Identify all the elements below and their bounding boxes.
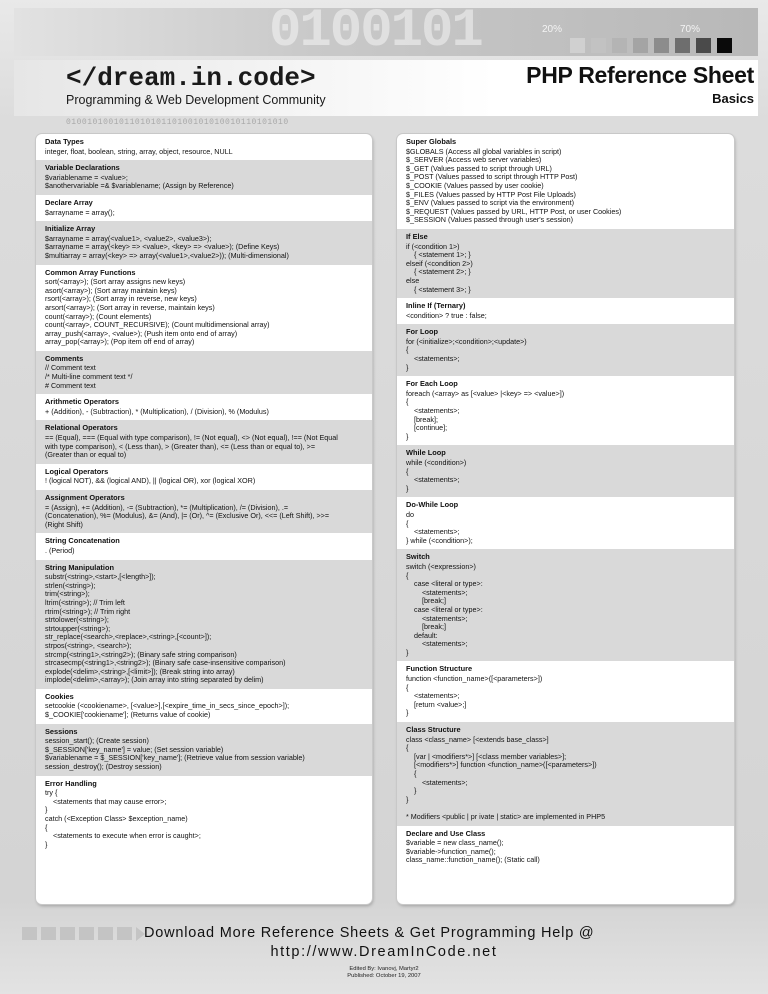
section-line: trim(<string>); [45,589,90,599]
footer-block [41,927,56,940]
footer-block [79,927,94,940]
section-heading: Cookies [45,691,74,701]
section-heading: Error Handling [45,778,97,788]
section-line: ltrim(<string>); // Trim left [45,597,125,607]
section-line: if (<condition 1>) [406,241,460,251]
section-line: strtoupper(<string>); [45,623,111,633]
reference-section [36,724,372,776]
section-line: default: [406,630,438,640]
right-column [397,134,734,904]
section-line: == (Equal), === (Equal with type comparison), != (Not equal), <> (Not equal), !== (Not Equal [45,433,338,443]
section-line: strtolower(<string>); [45,615,109,625]
edited-by: Edited By: Ivanovj, Martyr2 [349,966,419,972]
section-line: } [406,362,409,372]
section-line: while (<condition>) [406,458,467,467]
site-tagline: Programming & Web Development Community [66,93,326,107]
reference-section [36,134,372,160]
reference-section [397,826,734,869]
section-heading: Common Array Functions [45,267,136,277]
section-line: $_SESSION['key_name'] = value; (Set session variable) [45,744,224,754]
section-line: { [406,570,409,580]
section-line: } [406,431,409,441]
reference-section [397,376,734,445]
section-line: $_COOKIE (Values passed by user cookie) [406,180,544,190]
section-line: sort(<array>); (Sort array assigns new keys) [45,277,186,287]
section-line: <statements>; [406,406,460,416]
section-line: { [406,345,409,355]
reference-section [36,464,372,490]
section-line: switch (<expression>) [406,561,476,571]
section-line: } [406,483,409,493]
section-line: (Greater than or equal to) [45,450,127,460]
gradient-square [570,38,585,53]
footer-credits [0,966,768,980]
section-line: ! (logical NOT), && (logical AND), || (logical OR), xor (logical XOR) [45,476,256,486]
section-line: <statements>; [406,587,468,597]
section-line: } [406,794,409,804]
section-line: $_FILES (Values passed by HTTP Post File Uploads) [406,189,576,199]
section-line: (Concatenation), %= (Modulus), &= (And), |= (Or), ^= (Exclusive Or), <<= (Left Shift), >>= [45,511,330,521]
section-line: $GLOBALS (Access all global variables in script) [406,146,562,156]
section-line: } [406,708,409,718]
section-line: count(<array>); (Count elements) [45,311,152,321]
gradient-squares [570,38,732,53]
section-line: <statements to execute when error is caught>; [45,831,201,841]
section-line: <statements>; [406,354,460,364]
reference-section [397,549,734,661]
section-line: [break]; [406,414,438,424]
section-line: $arrayname = array(); [45,207,115,217]
section-line: with type comparison), < (Less than), > (Greater than), <= (Less than or equal to), >= [45,441,316,451]
section-heading: Arithmetic Operators [45,397,119,407]
footer-block [22,927,37,940]
section-line: asort(<array>); (Sort array maintain keys) [45,285,177,295]
section-line: try { [45,788,58,798]
section-line: * Modifiers <public | pr ivate | static> are implemented in PHP5 [406,811,606,821]
footer-block [60,927,75,940]
section-line: (Right Shift) [45,519,83,529]
section-line: $anothervariable =& $variablename; (Assign by Reference) [45,181,234,191]
section-line: $_COOKIE['cookiename']; (Returns value of cookie) [45,710,211,720]
reference-section [397,497,734,549]
gradient-square [612,38,627,53]
binary-watermark: 0100101 [269,8,482,56]
section-heading: Super Globals [406,137,457,146]
reference-section [397,229,734,298]
section-line: { <statement 3>; } [406,284,471,294]
section-line: { <statement 2>; } [406,267,471,277]
gradient-square [675,38,690,53]
top-banner [14,8,758,56]
section-line: class <class_name> [<extends base_class>] [406,734,549,744]
section-line: array_pop(<array>); (Pop item off end of array) [45,337,195,347]
section-heading: Declare and Use Class [406,828,486,838]
section-line: [var | <modifiers*>] [<class member variables>]; [406,751,567,761]
reference-section [36,533,372,559]
section-line: for (<initialize>;<condition>;<update>) [406,336,527,346]
section-line: { [406,397,409,407]
reference-section [397,722,734,826]
section-line: /* Multi-line comment text */ [45,372,133,382]
section-line: else [406,275,420,285]
section-line: session_destroy(); (Destroy session) [45,762,162,772]
section-heading: For Each Loop [406,379,458,389]
section-heading: Declare Array [45,197,93,207]
section-heading: Do-While Loop [406,500,459,510]
section-line: $_REQUEST (Values passed by URL, HTTP Post, or user Cookies) [406,206,622,216]
section-line: = (Assign), += (Addition), -= (Subtraction), *= (Multiplication), /= (Division), .= [45,502,289,512]
footer-block [117,927,132,940]
section-line: $_POST (Values passed to script through HTTP Post) [406,172,578,182]
page-title: PHP Reference Sheet [526,62,754,88]
section-line: [break;] [406,622,446,632]
section-line: { [406,682,409,692]
page-subtitle: Basics [712,91,754,106]
section-line: setcookie (<cookiename>, [<value>],[<expire_time_in_secs_since_epoch>]); [45,701,290,711]
section-heading: String Manipulation [45,562,114,572]
section-line: strcmp(<string1>,<string2>); (Binary safe string comparison) [45,649,237,659]
section-line: . (Period) [45,545,75,555]
reference-section [36,394,372,420]
section-line: $variable->function_name(); [406,846,496,856]
section-heading: Inline If (Ternary) [406,301,466,311]
section-line: } [406,647,409,657]
section-line: [break;] [406,596,446,606]
section-line: { [406,743,409,753]
section-line: substr(<string>,<start>,[<length>]); [45,572,156,582]
section-line: } [406,786,417,796]
section-line: + (Addition), - (Subtraction), * (Multiplication), / (Division), % (Modulus) [45,406,269,416]
section-heading: Sessions [45,726,78,736]
section-heading: Class Structure [406,725,461,735]
reference-section [36,490,372,533]
section-line: case <literal or type>: [406,579,483,589]
reference-section [36,420,372,463]
section-line: class_name::function_name(); (Static call) [406,855,540,865]
gradient-square [654,38,669,53]
reference-section [36,221,372,264]
percent-label-left: 20% [542,24,563,35]
section-line: # Comment text [45,380,96,390]
left-column [36,134,372,904]
section-line: $_SERVER (Access web server variables) [406,155,542,165]
section-line: rsort(<array>); (Sort array in reverse, new keys) [45,294,197,304]
footer-arrow-bar [22,927,145,941]
section-line: <statements>; [406,691,460,701]
section-line: strcasecmp(<string1>,<string2>); (Binary safe case-insensitive comparison) [45,658,286,668]
section-line: strpos(<string>, <search>); [45,640,132,650]
reference-section [397,445,734,497]
section-heading: String Concatenation [45,536,120,546]
section-line: { [45,822,48,832]
gradient-square [696,38,711,53]
binary-strip: 010010100101101010110100101010010110101010 [66,118,289,127]
section-line: <statements>; [406,613,468,623]
section-line: <statements>; [406,639,468,649]
section-heading: Data Types [45,137,84,146]
section-line: explode(<delim>,<string>,[<limit>]); (Break string into array) [45,666,235,676]
section-line: { <statement 1>; } [406,250,471,260]
reference-section [36,351,372,394]
section-line: <condition> ? true : false; [406,310,487,320]
reference-section [36,160,372,195]
reference-section [397,298,734,324]
section-line: } while (<condition>); [406,535,473,545]
section-line: <statements>; [406,527,460,537]
section-line: do [406,509,414,519]
site-logo: </dream.in.code> [66,63,316,93]
section-line: [continue]; [406,423,448,433]
section-heading: Logical Operators [45,466,109,476]
section-heading: While Loop [406,448,446,458]
section-line: implode(<delim>,<array>); (Join array into string separated by delim) [45,675,264,685]
section-line: foreach (<array> as [<value> |<key> => <value>]) [406,388,565,398]
section-line: $_SESSION (Values passed through user's session) [406,215,574,225]
published-date: Published: October 19, 2007 [347,973,421,979]
section-line: session_start(); (Create session) [45,736,149,746]
section-heading: For Loop [406,327,439,337]
section-line: [return <value>;] [406,699,467,709]
gradient-square [717,38,732,53]
section-line: } [45,805,48,815]
section-line: <statements that may cause error>; [45,796,167,806]
section-line: elseif (<condition 2>) [406,258,473,268]
section-line: case <literal or type>: [406,604,483,614]
percent-label-right: 70% [680,24,701,35]
section-line: $_ENV (Values passed to script via the environment) [406,198,575,208]
section-line: count(<array>, COUNT_RECURSIVE); (Count multidimensional array) [45,320,270,330]
section-line: $variable = new class_name(); [406,838,504,848]
section-heading: Function Structure [406,664,473,674]
section-heading: Comments [45,353,84,363]
reference-section [397,661,734,722]
section-line: function <function_name>([<parameters>]) [406,674,543,684]
footer-promo: Download More Reference Sheets & Get Programming Help @ [144,925,595,941]
section-heading: Assignment Operators [45,493,125,502]
section-heading: Variable Declarations [45,163,120,173]
reference-section [397,324,734,376]
section-heading: If Else [406,231,428,241]
reference-section [36,560,372,689]
reference-section [36,776,372,854]
section-line: $arrayname = array(<key> => <value>, <key> => <value>); (Define Keys) [45,242,280,252]
section-line: arsort(<array>); (Sort array in reverse, maintain keys) [45,302,215,312]
section-line: { [406,769,417,778]
section-line: // Comment text [45,363,96,373]
section-line: } [45,839,48,849]
section-line: str_replace(<search>,<replace>,<string>,[<count>]); [45,632,212,642]
section-heading: Switch [406,552,430,562]
footer-block [98,927,113,940]
section-line: strlen(<string>); [45,580,96,590]
section-line: catch (<Exception Class> $exception_name) [45,814,188,823]
section-heading: Initialize Array [45,224,96,234]
section-line: rtrim(<string>); // Trim right [45,606,131,616]
section-line: $variablename = $_SESSION['key_name']; (Retrieve value from session variable) [45,753,305,763]
gradient-square [633,38,648,53]
reference-section [397,134,734,229]
reference-section [36,195,372,221]
footer-url-link[interactable]: http://www.DreamInCode.net [270,944,498,960]
section-line: [<modifiers*>] function <function_name>([<parameters>]) [406,760,597,770]
section-line: { [406,518,409,528]
reference-section [36,265,372,351]
section-line: <statements>; [406,475,460,485]
section-line: <statements>; [406,777,468,787]
section-heading: Relational Operators [45,423,118,433]
section-line: $multiarray = array(<key> => array(<value1>,<value2>)); (Multi-dimensional) [45,250,289,260]
section-line: $variablename = <value>; [45,172,128,182]
section-line: integer, float, boolean, string, array, object, resource, NULL [45,146,233,156]
section-line: array_push(<array>, <value>); (Push item onto end of array) [45,328,238,338]
gradient-square [591,38,606,53]
section-line: $_GET (Values passed to script through URL) [406,163,552,173]
section-line: { [406,466,409,476]
reference-section [36,689,372,724]
section-line: $arrayname = array(<value1>, <value2>, <value3>); [45,233,212,243]
